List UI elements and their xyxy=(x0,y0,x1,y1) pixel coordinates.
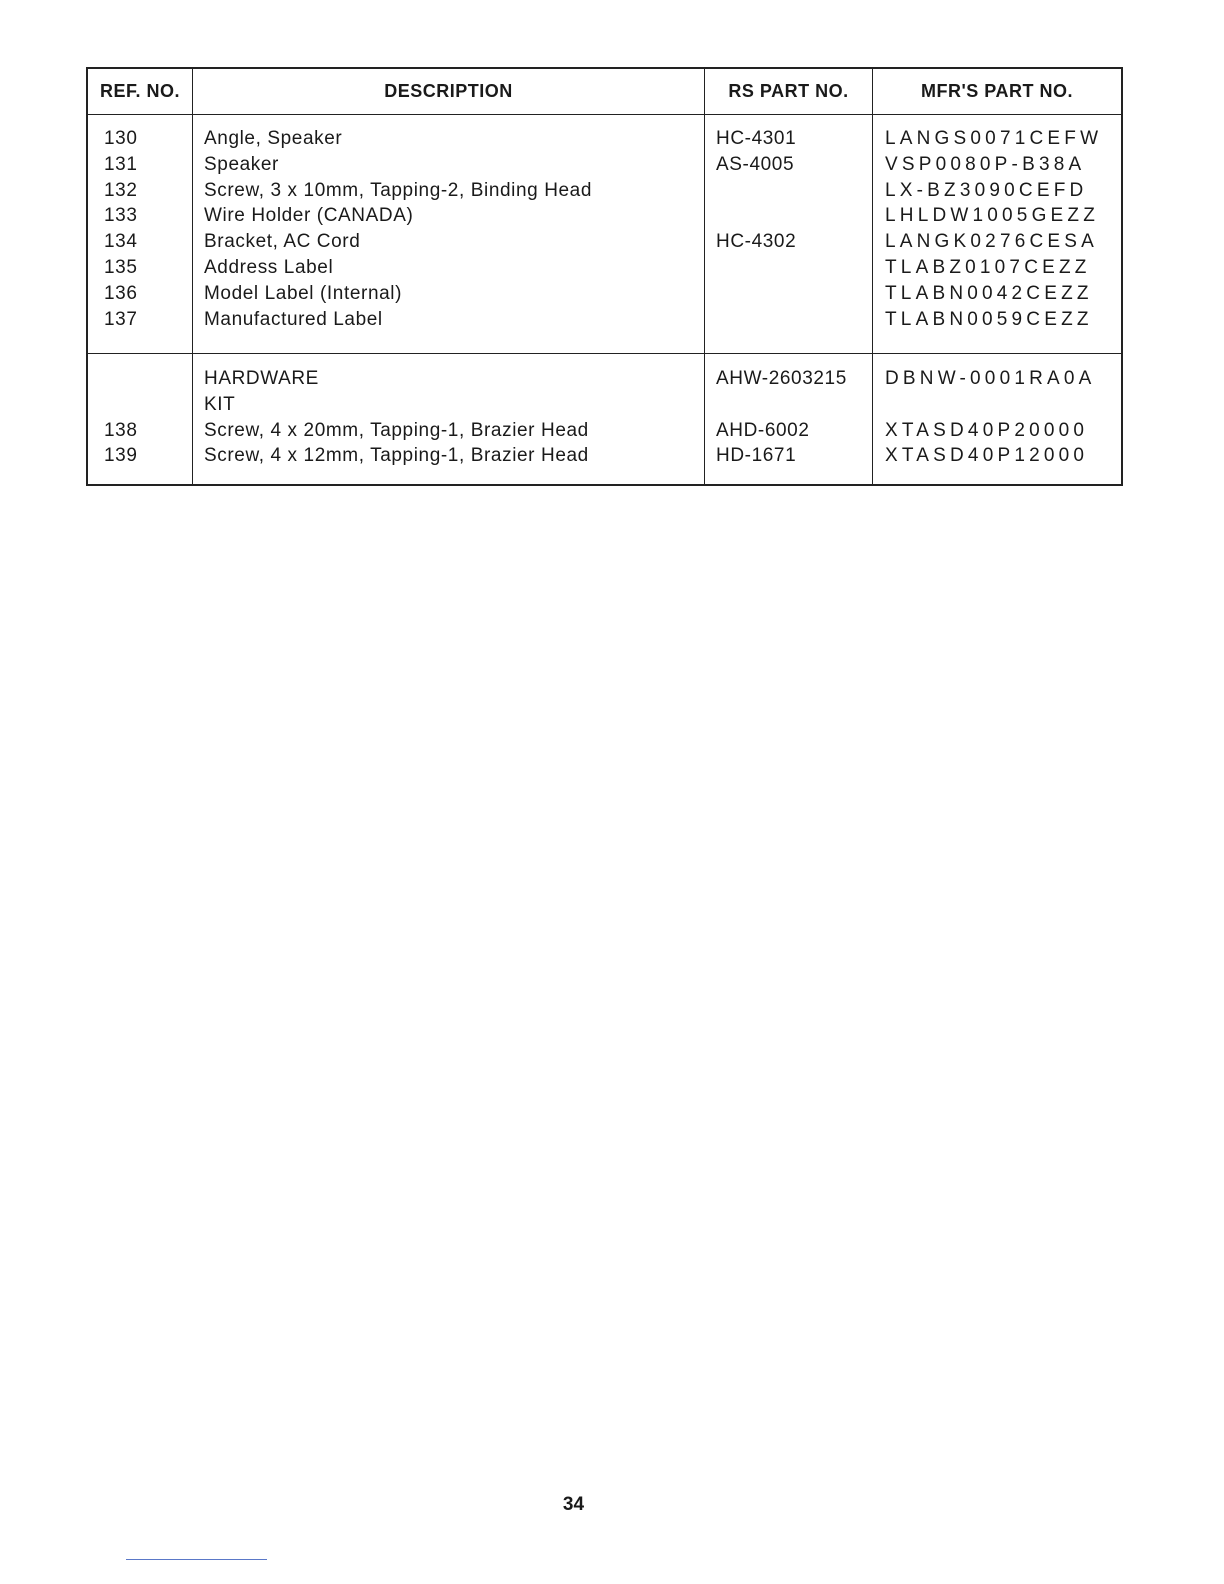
description-column xyxy=(193,115,705,353)
description-cell: Screw, 4 x 12mm, Tapping-1, Brazier Head xyxy=(204,445,589,467)
mfr-part-cell: TLABZ0107CEZZ xyxy=(885,256,1091,278)
ref-cell: 132 xyxy=(104,179,138,201)
header-mfr-part-no: MFR'S PART NO. xyxy=(921,81,1073,101)
description-cell: Angle, Speaker xyxy=(204,128,343,149)
parts-section-main xyxy=(88,115,1121,354)
rs-part-cell: AHD-6002 xyxy=(716,419,810,441)
ref-cell xyxy=(88,366,192,392)
mfr-part-column xyxy=(873,115,1121,353)
ref-cell: 136 xyxy=(104,282,138,304)
mfr-part-cell: LX-BZ3090CEFD xyxy=(885,179,1088,201)
rs-part-cell: AS-4005 xyxy=(716,153,795,175)
rs-part-cell xyxy=(705,255,872,281)
rs-part-cell xyxy=(705,307,872,333)
description-cell: Manufactured Label xyxy=(204,308,383,330)
table-header-row xyxy=(88,69,1121,115)
mfr-part-cell: TLABN0042CEZZ xyxy=(885,282,1093,304)
rs-part-column xyxy=(705,115,873,353)
ref-cell: 134 xyxy=(104,231,138,253)
header-description: DESCRIPTION xyxy=(193,69,705,114)
rs-part-cell xyxy=(705,281,872,307)
mfr-part-cell: LANGS0071CEFW xyxy=(885,128,1103,149)
description-cell: Screw, 4 x 20mm, Tapping-1, Brazier Head xyxy=(204,419,589,441)
ref-column xyxy=(88,115,193,353)
mfr-part-cell: LANGK0276CESA xyxy=(885,231,1099,253)
rs-part-cell: HC-4301 xyxy=(716,128,797,149)
ref-column xyxy=(88,354,193,484)
mfr-part-cell: LHLDW1005GEZZ xyxy=(885,205,1100,227)
ref-cell: 139 xyxy=(104,445,138,467)
ref-cell xyxy=(88,392,192,418)
ref-cell: 138 xyxy=(104,419,138,441)
description-cell: Model Label (Internal) xyxy=(204,282,403,304)
footer-divider xyxy=(126,1559,267,1560)
ref-cell: 135 xyxy=(104,256,138,278)
description-cell: KIT xyxy=(204,393,236,415)
description-cell: HARDWARE xyxy=(204,368,319,389)
rs-part-cell: HC-4302 xyxy=(716,231,797,253)
rs-part-cell: AHW-2603215 xyxy=(716,368,847,389)
ref-cell: 130 xyxy=(104,128,138,149)
rs-part-cell: HD-1671 xyxy=(716,445,797,467)
header-ref-no: REF. NO. xyxy=(88,69,193,114)
mfr-part-cell: DBNW-0001RA0A xyxy=(885,368,1096,389)
mfr-part-cell xyxy=(873,392,1121,418)
description-cell: Address Label xyxy=(204,256,334,278)
parts-section-hardware xyxy=(88,354,1121,484)
rs-part-cell xyxy=(705,178,872,204)
mfr-part-cell: VSP0080P-B38A xyxy=(885,153,1086,175)
rs-part-cell xyxy=(705,203,872,229)
header-rs-part-no: RS PART NO. xyxy=(705,69,873,114)
mfr-part-cell: TLABN0059CEZZ xyxy=(885,308,1093,330)
ref-cell: 137 xyxy=(104,308,138,330)
parts-list-table xyxy=(86,67,1123,486)
description-cell: Bracket, AC Cord xyxy=(204,231,361,253)
page-number: 34 xyxy=(562,1494,585,1515)
description-cell: Screw, 3 x 10mm, Tapping-2, Binding Head xyxy=(204,179,593,201)
ref-cell: 131 xyxy=(104,153,138,175)
rs-part-column xyxy=(705,354,873,484)
mfr-part-cell: XTASD40P20000 xyxy=(885,419,1089,441)
description-cell: Speaker xyxy=(204,153,279,175)
description-column xyxy=(193,354,705,484)
description-cell: Wire Holder (CANADA) xyxy=(204,205,414,227)
ref-cell: 133 xyxy=(104,205,138,227)
rs-part-cell xyxy=(705,392,872,418)
mfr-part-cell: XTASD40P12000 xyxy=(885,445,1089,467)
mfr-part-column xyxy=(873,354,1121,484)
